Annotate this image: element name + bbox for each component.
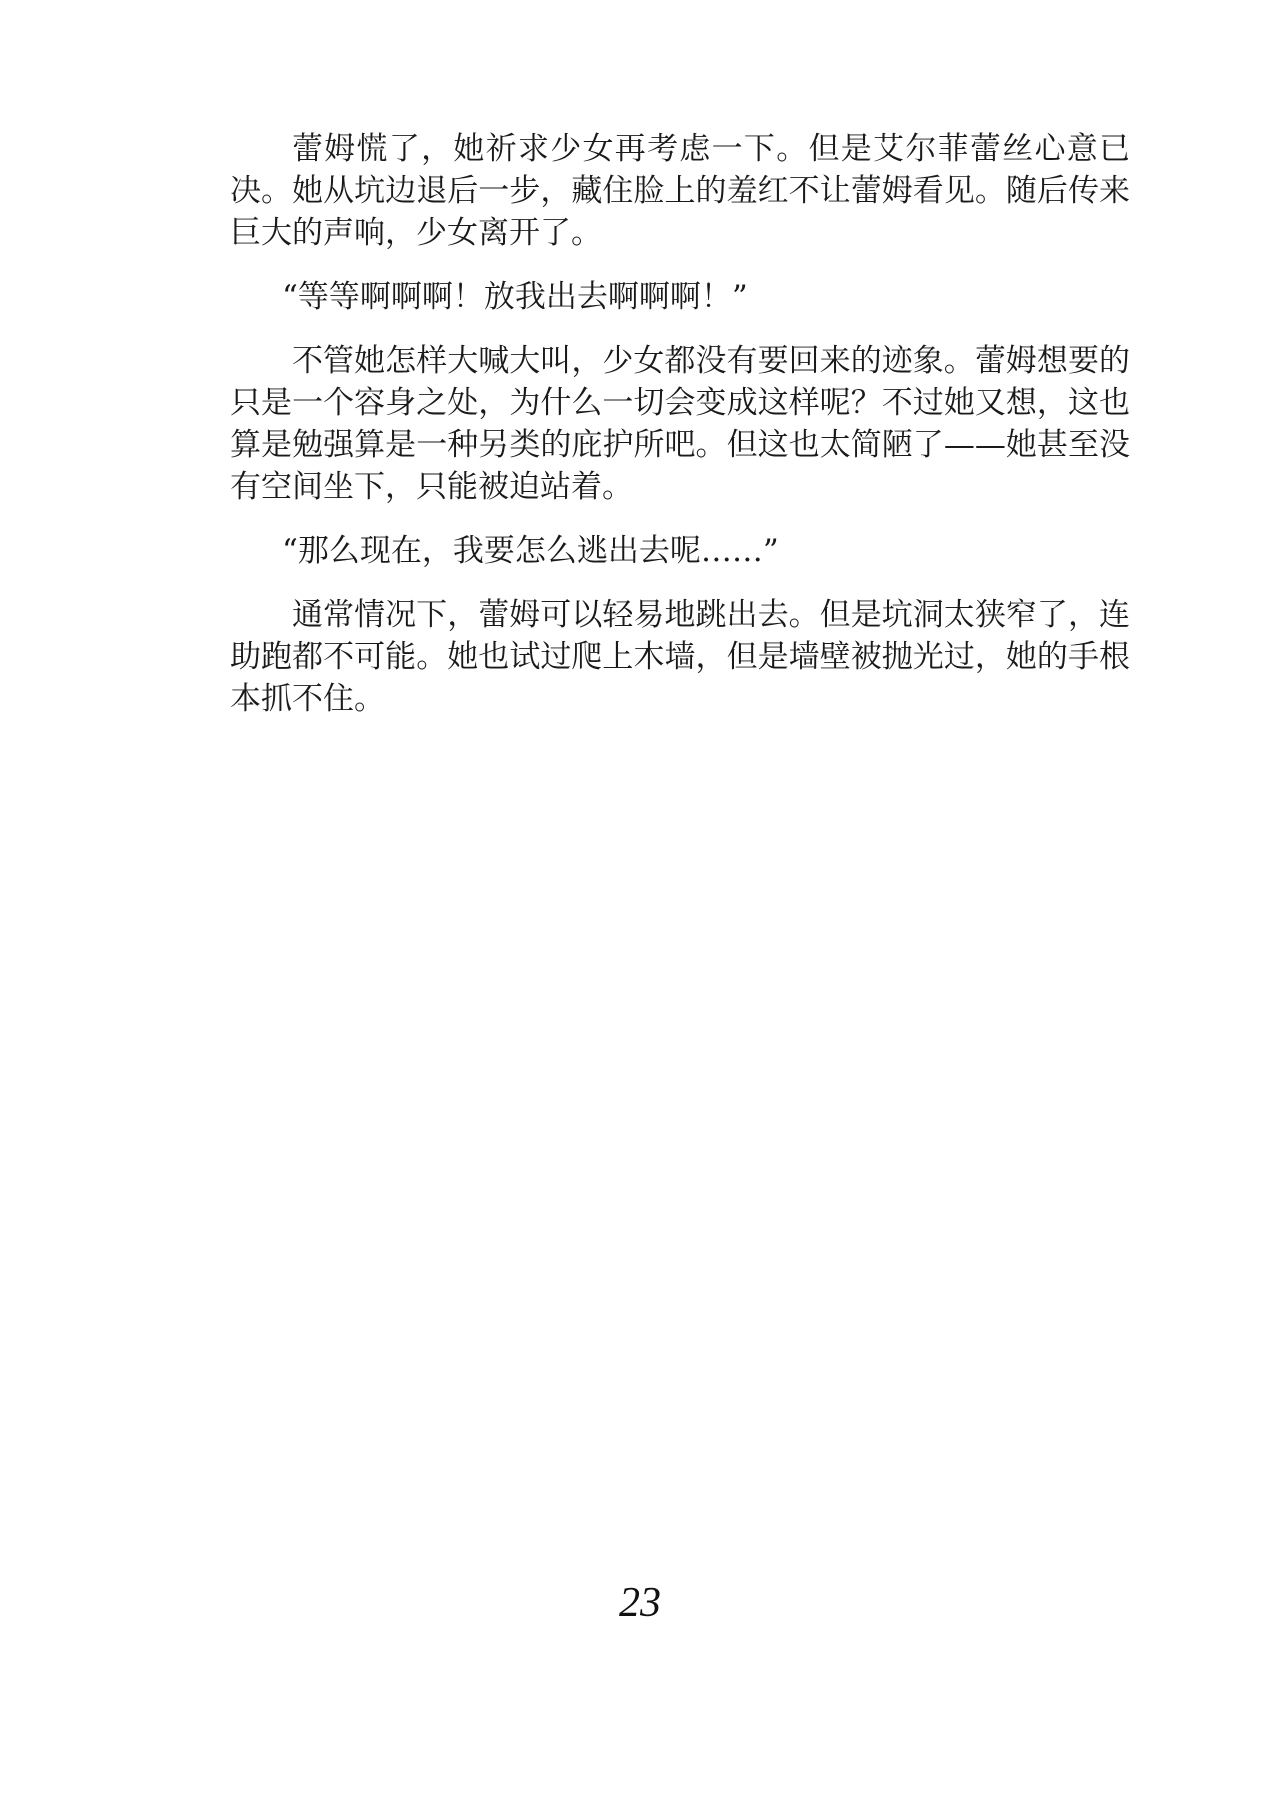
paragraph: 蕾姆慌了，她祈求少女再考虑一下。但是艾尔菲蕾丝心意已决。她从坑边退后一步，藏住脸上的羞红不让蕾姆看见。随后传来巨大的声响，少女离开了。 xyxy=(230,131,1130,251)
page-number: 23 xyxy=(619,1580,661,1626)
paragraph: 不管她怎样大喊大叫，少女都没有要回来的迹象。蕾姆想要的只是一个容身之处，为什么一切会变成这样呢？不过她又想，这也算是勉强算是一种另类的庇护所吧。但这也太简陋了——她甚至没有空间坐下，只能被迫站着。 xyxy=(230,343,1130,505)
paragraph: 通常情况下，蕾姆可以轻易地跳出去。但是坑洞太狭窄了，连助跑都不可能。她也试过爬上木墙，但是墙壁被抛光过，她的手根本抓不住。 xyxy=(230,597,1130,717)
dialogue-line: “等等啊啊啊！放我出去啊啊啊！” xyxy=(282,279,748,315)
dialogue-line: “那么现在，我要怎么逃出去呢……” xyxy=(282,533,779,569)
